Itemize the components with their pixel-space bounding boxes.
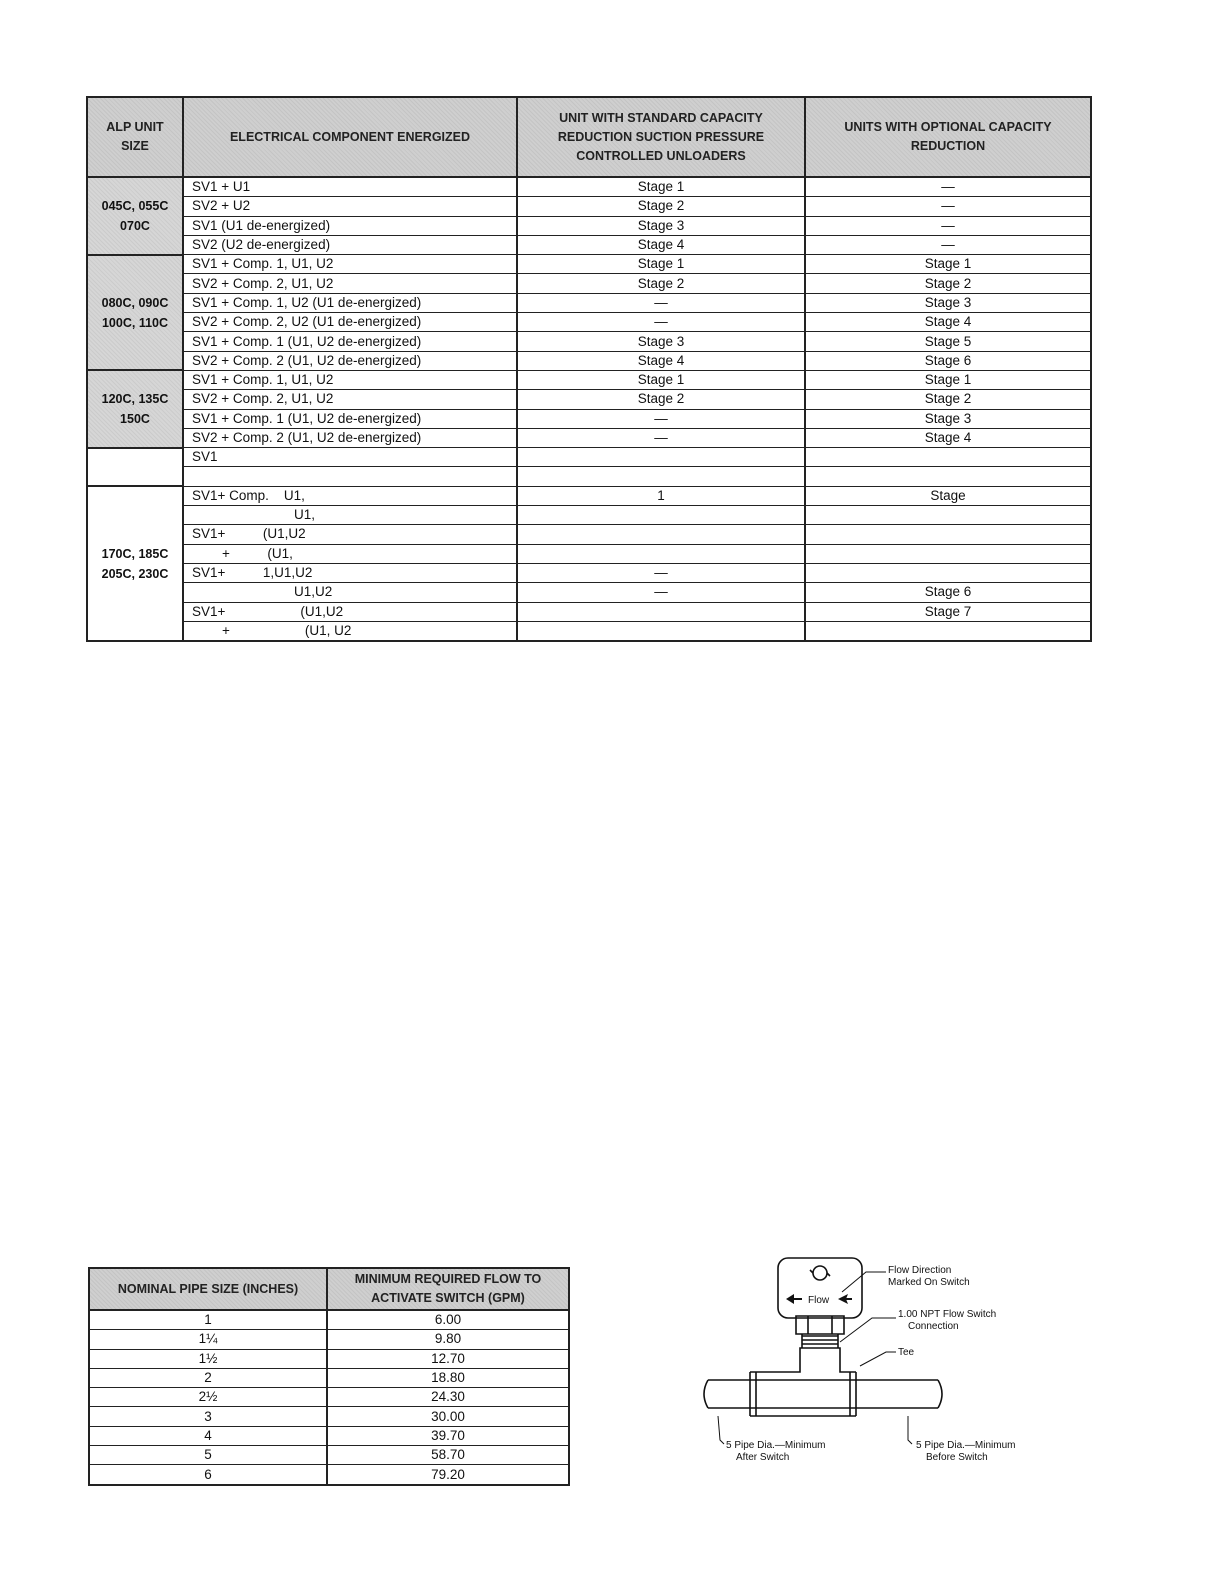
pipe-size-cell: 2 [89, 1368, 327, 1387]
callout-flow-direction-2: Marked On Switch [888, 1277, 970, 1288]
min-flow-cell: 12.70 [327, 1349, 569, 1368]
optional-stage-cell: Stage 6 [805, 583, 1091, 602]
min-flow-cell: 9.80 [327, 1330, 569, 1349]
optional-stage-cell: — [805, 197, 1091, 216]
unit-group-blank [87, 448, 1091, 487]
standard-stage-cell: Stage 2 [517, 197, 805, 216]
flow-table-header-row [89, 1268, 569, 1310]
optional-stage-cell [805, 448, 1091, 467]
callout-before-2: Before Switch [926, 1452, 988, 1463]
component-cell: SV1 + Comp. 1 (U1, U2 de-energized) [183, 409, 517, 428]
component-cell: SV1 [183, 448, 517, 467]
unit-size-cell: 120C, 135C 150C [87, 370, 183, 447]
table-row [87, 621, 1091, 641]
component-cell: SV2 (U2 de-energized) [183, 235, 517, 254]
standard-stage-cell: Stage 3 [517, 332, 805, 351]
optional-stage-cell: Stage 1 [805, 370, 1091, 389]
table-row [89, 1388, 569, 1407]
optional-stage-cell: Stage 4 [805, 313, 1091, 332]
unit-group-080c [87, 255, 1091, 371]
component-cell: + (U1, U2 [183, 621, 517, 641]
header-optional-capacity: UNITS WITH OPTIONAL CAPACITY REDUCTION [805, 97, 1091, 177]
standard-stage-cell: Stage 1 [517, 177, 805, 197]
table-row [87, 255, 1091, 274]
optional-stage-cell: — [805, 216, 1091, 235]
optional-stage-cell: Stage 3 [805, 409, 1091, 428]
pipe-size-cell: 2½ [89, 1388, 327, 1407]
unit-group-120c [87, 370, 1091, 447]
table-row [89, 1310, 569, 1330]
table-row [87, 351, 1091, 370]
table-row [87, 467, 1091, 486]
optional-stage-cell: Stage [805, 486, 1091, 505]
table-row [87, 274, 1091, 293]
optional-stage-cell [805, 544, 1091, 563]
min-flow-cell: 30.00 [327, 1407, 569, 1426]
callout-connection-2: Connection [908, 1321, 959, 1332]
min-flow-cell: 18.80 [327, 1368, 569, 1387]
optional-stage-cell [805, 563, 1091, 582]
header-min-flow: MINIMUM REQUIRED FLOW TO ACTIVATE SWITCH (GPM) [327, 1268, 569, 1310]
min-flow-cell: 6.00 [327, 1310, 569, 1330]
component-cell: SV1+ (U1,U2 [183, 602, 517, 621]
min-flow-cell: 58.70 [327, 1446, 569, 1465]
min-flow-cell: 39.70 [327, 1426, 569, 1445]
table-row [89, 1330, 569, 1349]
table-row [87, 409, 1091, 428]
standard-stage-cell: — [517, 293, 805, 312]
table-row [87, 313, 1091, 332]
component-cell: U1, [183, 506, 517, 525]
pipe-size-cell: 1¼ [89, 1330, 327, 1349]
component-cell: SV2 + Comp. 2 (U1, U2 de-energized) [183, 351, 517, 370]
component-cell: SV2 + Comp. 2, U2 (U1 de-energized) [183, 313, 517, 332]
unit-size-cell: 170C, 185C 205C, 230C [87, 486, 183, 641]
standard-stage-cell [517, 621, 805, 641]
standard-stage-cell: — [517, 563, 805, 582]
standard-stage-cell: — [517, 313, 805, 332]
pipe-size-cell: 3 [89, 1407, 327, 1426]
standard-stage-cell: Stage 2 [517, 390, 805, 409]
table-row [87, 293, 1091, 312]
optional-stage-cell: Stage 4 [805, 428, 1091, 447]
table-row [87, 583, 1091, 602]
callout-after-1: 5 Pipe Dia.—Minimum [726, 1440, 826, 1451]
pipe-size-cell: 6 [89, 1465, 327, 1485]
optional-stage-cell [805, 467, 1091, 486]
table-row [87, 216, 1091, 235]
optional-stage-cell: Stage 1 [805, 255, 1091, 274]
optional-stage-cell [805, 525, 1091, 544]
table-row [87, 506, 1091, 525]
table-row [87, 177, 1091, 197]
optional-stage-cell: — [805, 235, 1091, 254]
capacity-reduction-table [86, 96, 1092, 642]
standard-stage-cell [517, 525, 805, 544]
standard-stage-cell: — [517, 583, 805, 602]
component-cell [183, 467, 517, 486]
unit-size-cell: 045C, 055C 070C [87, 177, 183, 255]
pipe-size-cell: 4 [89, 1426, 327, 1445]
callout-tee: Tee [898, 1347, 915, 1358]
component-cell: + (U1, [183, 544, 517, 563]
component-cell: SV1 (U1 de-energized) [183, 216, 517, 235]
optional-stage-cell [805, 621, 1091, 641]
table-row [89, 1465, 569, 1485]
table-row [87, 448, 1091, 467]
component-cell: U1,U2 [183, 583, 517, 602]
standard-stage-cell: 1 [517, 486, 805, 505]
standard-stage-cell: Stage 1 [517, 255, 805, 274]
callout-flow-direction-1: Flow Direction [888, 1265, 952, 1276]
unit-group-170c [87, 486, 1091, 641]
table-row [87, 390, 1091, 409]
table-row [87, 428, 1091, 447]
standard-stage-cell: — [517, 409, 805, 428]
component-cell: SV2 + Comp. 2, U1, U2 [183, 390, 517, 409]
min-flow-cell: 79.20 [327, 1465, 569, 1485]
table-row [87, 525, 1091, 544]
optional-stage-cell: Stage 2 [805, 390, 1091, 409]
unit-size-cell [87, 448, 183, 487]
table-row [87, 235, 1091, 254]
standard-stage-cell: Stage 4 [517, 351, 805, 370]
component-cell: SV1 + Comp. 1, U2 (U1 de-energized) [183, 293, 517, 312]
table-row [89, 1426, 569, 1445]
pipe-size-cell: 5 [89, 1446, 327, 1465]
header-pipe-size: NOMINAL PIPE SIZE (INCHES) [89, 1268, 327, 1310]
table-row [87, 197, 1091, 216]
standard-stage-cell: — [517, 428, 805, 447]
unit-size-cell: 080C, 090C 100C, 110C [87, 255, 183, 371]
table-row [87, 563, 1091, 582]
table-row [87, 370, 1091, 389]
component-cell: SV2 + Comp. 2 (U1, U2 de-energized) [183, 428, 517, 447]
table-row [89, 1446, 569, 1465]
standard-stage-cell: Stage 4 [517, 235, 805, 254]
pipe-size-cell: 1 [89, 1310, 327, 1330]
standard-stage-cell: Stage 1 [517, 370, 805, 389]
standard-stage-cell [517, 506, 805, 525]
standard-stage-cell [517, 467, 805, 486]
header-electrical-component: ELECTRICAL COMPONENT ENERGIZED [183, 97, 517, 177]
optional-stage-cell: Stage 5 [805, 332, 1091, 351]
optional-stage-cell [805, 506, 1091, 525]
header-standard-capacity: UNIT WITH STANDARD CAPACITY REDUCTION SUCTION PRESSURE CONTROLLED UNLOADERS [517, 97, 805, 177]
min-flow-cell: 24.30 [327, 1388, 569, 1407]
optional-stage-cell: Stage 6 [805, 351, 1091, 370]
standard-stage-cell [517, 544, 805, 563]
flow-label: Flow [808, 1295, 830, 1306]
flow-switch-table [88, 1267, 570, 1486]
flow-switch-diagram [690, 1250, 1050, 1480]
header-unit-size: ALP UNIT SIZE [87, 97, 183, 177]
table-row [87, 332, 1091, 351]
table-row [89, 1368, 569, 1387]
callout-connection-1: 1.00 NPT Flow Switch [898, 1309, 997, 1320]
component-cell: SV1 + Comp. 1 (U1, U2 de-energized) [183, 332, 517, 351]
component-cell: SV1 + U1 [183, 177, 517, 197]
component-cell: SV1+ (U1,U2 [183, 525, 517, 544]
optional-stage-cell: Stage 3 [805, 293, 1091, 312]
component-cell: SV1+ Comp. U1, [183, 486, 517, 505]
standard-stage-cell [517, 448, 805, 467]
component-cell: SV2 + U2 [183, 197, 517, 216]
callout-before-1: 5 Pipe Dia.—Minimum [916, 1440, 1016, 1451]
component-cell: SV2 + Comp. 2, U1, U2 [183, 274, 517, 293]
unit-group-045c [87, 177, 1091, 255]
table-row [87, 544, 1091, 563]
table-row [89, 1407, 569, 1426]
pipe-size-cell: 1½ [89, 1349, 327, 1368]
component-cell: SV1 + Comp. 1, U1, U2 [183, 370, 517, 389]
standard-stage-cell: Stage 3 [517, 216, 805, 235]
component-cell: SV1 + Comp. 1, U1, U2 [183, 255, 517, 274]
optional-stage-cell: Stage 2 [805, 274, 1091, 293]
capacity-table-header-row [87, 97, 1091, 177]
optional-stage-cell: Stage 7 [805, 602, 1091, 621]
optional-stage-cell: — [805, 177, 1091, 197]
table-row [87, 486, 1091, 505]
table-row [87, 602, 1091, 621]
component-cell: SV1+ 1,U1,U2 [183, 563, 517, 582]
standard-stage-cell [517, 602, 805, 621]
standard-stage-cell: Stage 2 [517, 274, 805, 293]
table-row [89, 1349, 569, 1368]
callout-after-2: After Switch [736, 1452, 790, 1463]
